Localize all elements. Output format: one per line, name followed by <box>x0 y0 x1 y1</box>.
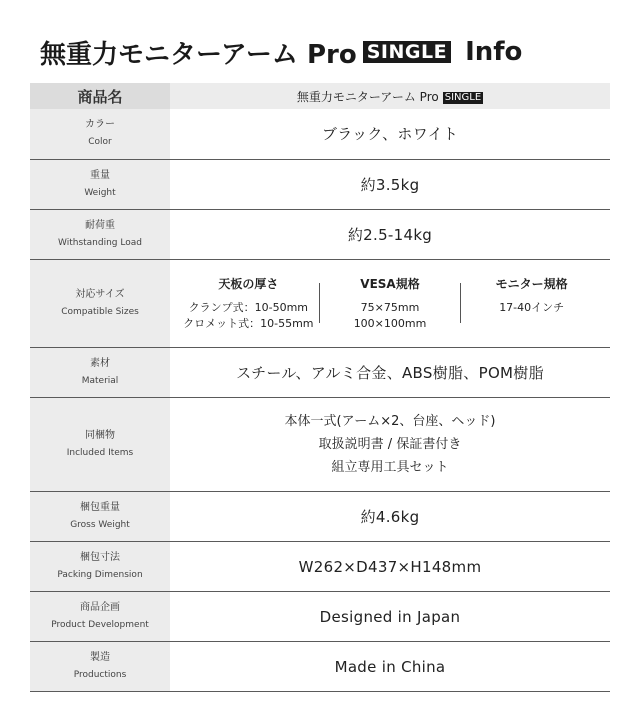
size-line: クロメット式：10-55mm <box>183 316 314 330</box>
label-ja: 対応サイズ <box>75 288 125 300</box>
row-label <box>30 491 170 541</box>
value-text: 約4.6kg <box>360 507 420 526</box>
label-ja: 梱包重量 <box>80 501 120 513</box>
spec-row-development <box>30 591 610 641</box>
size-heading: モニター規格 <box>495 276 568 291</box>
header-label: 商品名 <box>30 83 170 109</box>
label-ja: 素材 <box>90 357 110 369</box>
row-label <box>30 541 170 591</box>
row-value <box>170 159 610 209</box>
title-main: 無重力モニターアーム Pro <box>40 39 357 70</box>
row-label <box>30 109 170 159</box>
row-label <box>30 591 170 641</box>
spec-table <box>30 83 610 692</box>
spec-row-production <box>30 641 610 691</box>
label-en: Productions <box>73 669 127 680</box>
label-ja: 耐荷重 <box>85 219 115 231</box>
size-column-tabletop <box>178 275 319 332</box>
row-label <box>30 159 170 209</box>
value-text: スチール、アルミ合金、ABS樹脂、POM樹脂 <box>236 363 544 382</box>
row-label <box>30 347 170 397</box>
row-value <box>170 347 610 397</box>
label-en: Material <box>81 375 119 386</box>
value-text: 約3.5kg <box>360 175 420 194</box>
spec-row-packing <box>30 541 610 591</box>
row-label <box>30 259 170 347</box>
size-column-monitor <box>461 275 602 332</box>
label-ja: 同梱物 <box>85 429 115 441</box>
included-line: 組立専用工具セット <box>331 459 449 475</box>
sizes-group <box>170 275 610 332</box>
label-ja: 商品企画 <box>80 601 120 613</box>
value-text: W262×D437×H148mm <box>298 557 482 576</box>
label-en: Compatible Sizes <box>61 306 139 317</box>
size-line: 17-40インチ <box>499 300 565 314</box>
spec-row-material <box>30 347 610 397</box>
single-badge: SINGLE <box>363 41 451 63</box>
row-value <box>170 397 610 491</box>
size-line: クランプ式：10-50mm <box>188 300 309 314</box>
size-line: 75×75mm <box>360 300 420 314</box>
spec-row-gross-weight <box>30 491 610 541</box>
spec-row-color <box>30 109 610 159</box>
label-en: Packing Dimension <box>57 569 143 580</box>
row-value <box>170 641 610 691</box>
header-row <box>30 83 610 109</box>
spec-row-included <box>30 397 610 491</box>
label-ja: 梱包寸法 <box>80 551 120 563</box>
included-line: 本体一式(アーム×2、台座、ヘッド) <box>284 413 496 429</box>
label-en: Color <box>88 137 112 148</box>
row-label <box>30 397 170 491</box>
spec-row-weight <box>30 159 610 209</box>
row-label <box>30 209 170 259</box>
spec-row-load <box>30 209 610 259</box>
label-en: Product Development <box>51 619 149 630</box>
value-text: ブラック、ホワイト <box>321 125 459 144</box>
label-ja: 製造 <box>90 651 110 663</box>
header-badge: SINGLE <box>444 91 482 103</box>
row-value <box>170 491 610 541</box>
row-value <box>170 591 610 641</box>
label-en: Included Items <box>66 447 134 458</box>
header-product-name: 無重力モニターアーム Pro <box>296 89 439 104</box>
title-suffix: Info <box>465 37 523 67</box>
header-product <box>170 83 610 109</box>
size-line <box>461 316 602 332</box>
label-ja: カラー <box>85 119 115 131</box>
value-text: 約2.5-14kg <box>347 225 433 244</box>
label-en: Weight <box>84 187 116 198</box>
size-heading: VESA規格 <box>360 276 420 291</box>
value-text: Made in China <box>334 657 446 676</box>
spec-row-sizes <box>30 259 610 347</box>
row-value <box>170 259 610 347</box>
label-en: Gross Weight <box>70 519 130 530</box>
row-value <box>170 109 610 159</box>
size-line: 100×100mm <box>353 316 427 330</box>
included-line: 取扱説明書 / 保証書付き <box>318 436 462 452</box>
row-label <box>30 641 170 691</box>
label-ja: 重量 <box>90 169 110 181</box>
label-en: Withstanding Load <box>58 237 142 248</box>
size-column-vesa <box>320 275 461 332</box>
row-value <box>170 209 610 259</box>
page-title <box>40 34 522 70</box>
row-value <box>170 541 610 591</box>
size-heading: 天板の厚さ <box>218 276 279 291</box>
value-text: Designed in Japan <box>319 607 461 626</box>
